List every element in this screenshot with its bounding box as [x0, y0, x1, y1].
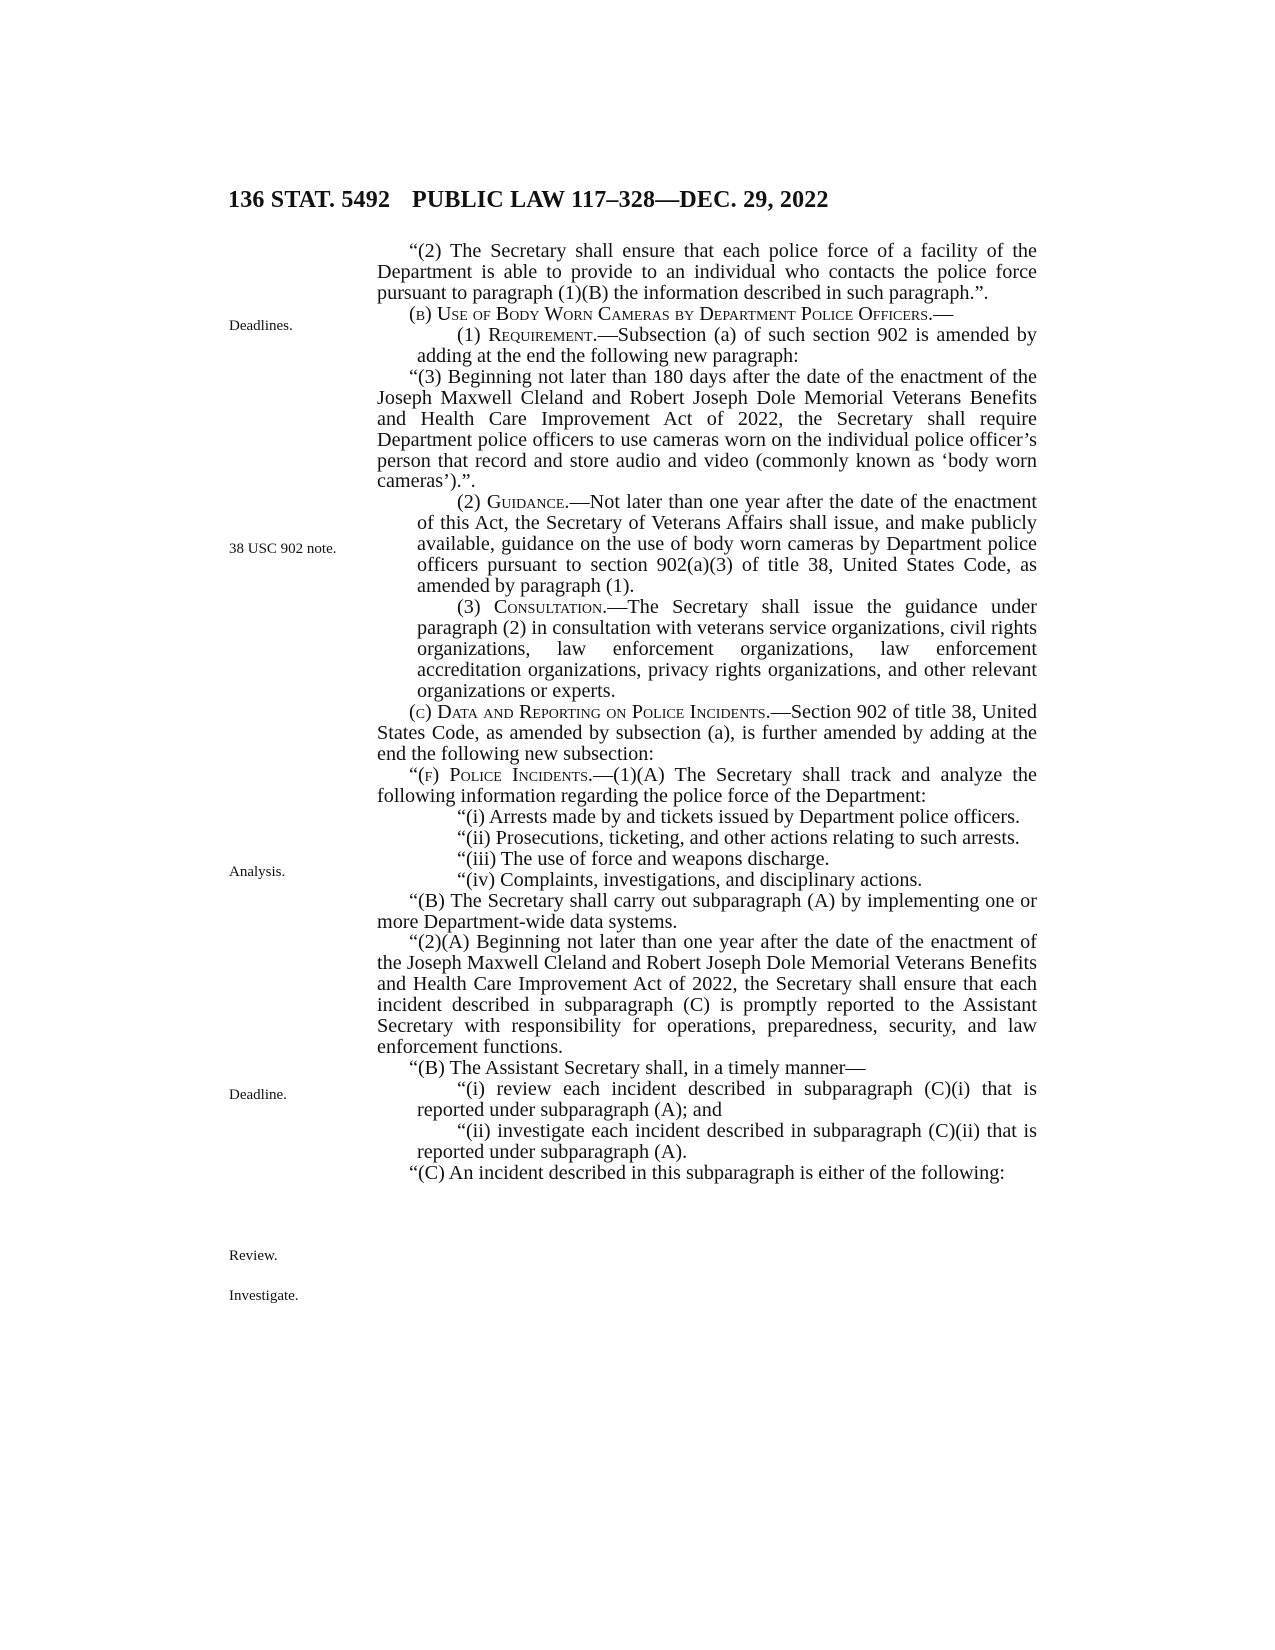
margin-note-analysis: Analysis.	[229, 864, 286, 880]
clause-f-2b-ii: “(ii) investigate each incident described in subparagraph (C)(ii) that is reported under subparagraph (A).	[417, 1120, 1037, 1163]
subsection-c	[377, 702, 1037, 765]
subsection-b-heading	[377, 304, 1037, 325]
clause-f-iv: “(iv) Complaints, investigations, and disciplinary actions.	[457, 868, 923, 891]
subsection-c-heading: (c) Data and Reporting on Police Incidents.	[409, 700, 771, 723]
paragraph-b3-heading: (3) Consultation.	[457, 596, 608, 619]
paragraph-b2-heading: (2) Guidance.	[457, 491, 570, 514]
margin-note-deadline: Deadline.	[229, 1087, 287, 1103]
clause-f-ii: “(ii) Prosecutions, ticketing, and other actions relating to such arrests.	[457, 826, 1020, 849]
subsection-b-title: (b) Use of Body Worn Cameras by Department Police Officers.—	[409, 302, 954, 325]
clause-f-iii: “(iii) The use of force and weapons discharge.	[457, 847, 830, 870]
margin-note-review: Review.	[229, 1248, 278, 1264]
law-title: PUBLIC LAW 117–328—DEC. 29, 2022	[412, 187, 829, 213]
subsection-c-text: —Section 902 of title 38, United States Code, as amended by subsection (a), is further amended by adding at the end the following new subsection:	[377, 700, 1037, 765]
clause-f-2b-i: “(i) review each incident described in subparagraph (C)(i) that is reported under subparagraph (A); and	[417, 1078, 1037, 1122]
body-text	[377, 241, 1037, 1184]
quoted-paragraph-3: “(3) Beginning not later than 180 days after the date of the enactment of the Joseph Maxwell Cleland and Robert Joseph Dole Memorial Veterans Benefits and Health Care Improvement Act of 2022, the Secretary shall require Department police officers to use cameras worn on the individual police officer’s person that record and store audio and video (commonly known as ‘body worn cameras’).”.	[377, 365, 1037, 493]
clause-f-i: “(i) Arrests made by and tickets issued by Department police officers.	[457, 805, 1021, 828]
subparagraph-f-b: “(B) The Secretary shall carry out subparagraph (A) by implementing one or more Department-wide data systems.	[377, 889, 1037, 933]
margin-note-deadlines: Deadlines.	[229, 318, 293, 334]
paragraph-b2	[377, 492, 1037, 597]
subparagraph-f-2c: “(C) An incident described in this subparagraph is either of the following:	[409, 1161, 1005, 1184]
margin-note-investigate: Investigate.	[229, 1288, 299, 1304]
paragraph-b1-text: —Subsection (a) of such section 902 is amended by adding at the end the following new paragraph:	[417, 323, 1037, 367]
stat-page-number: 136 STAT. 5492	[228, 187, 391, 213]
paragraph-b3-text: —The Secretary shall issue the guidance under paragraph (2) in consultation with veterans service organizations, civil rights organizations, law enforcement organizations, law enforcement accreditation organizations, privacy rights organizations, and other relevant organizations or experts.	[417, 596, 1037, 703]
margin-note-usc: 38 USC 902 note.	[229, 541, 337, 557]
paragraph-b1-heading: (1) Requirement.	[457, 323, 598, 346]
paragraph-a2: “(2) The Secretary shall ensure that each police force of a facility of the Department is able to provide to an individual who contacts the police force pursuant to paragraph (1)(B) the information described in such paragraph.”.	[377, 240, 1037, 304]
subsection-f-text: —(1)(A) The Secretary shall track and analyze the following information regarding the police force of the Department:	[377, 763, 1037, 807]
subsection-f-heading: “(f) Police Incidents.	[409, 763, 593, 786]
paragraph-f-2a: “(2)(A) Beginning not later than one year after the date of the enactment of the Joseph Maxwell Cleland and Robert Joseph Dole Memorial Veterans Benefits and Health Care Improvement Act of 2022, the Secretary shall ensure that each incident described in subparagraph (C) is promptly reported to the Assistant Secretary with responsibility for operations, preparedness, security, and law enforcement functions.	[377, 931, 1037, 1059]
paragraph-b2-text: —Not later than one year after the date of the enactment of this Act, the Secretary of Veterans Affairs shall issue, and make publicly available, guidance on the use of body worn cameras by Department police officers pursuant to section 902(a)(3) of title 38, United States Code, as amended by paragraph (1).	[417, 491, 1037, 598]
subsection-f	[377, 765, 1037, 807]
paragraph-b1	[377, 325, 1037, 367]
page-header	[228, 187, 999, 214]
paragraph-b3	[377, 597, 1037, 702]
subparagraph-f-2b: “(B) The Assistant Secretary shall, in a timely manner—	[409, 1057, 866, 1080]
